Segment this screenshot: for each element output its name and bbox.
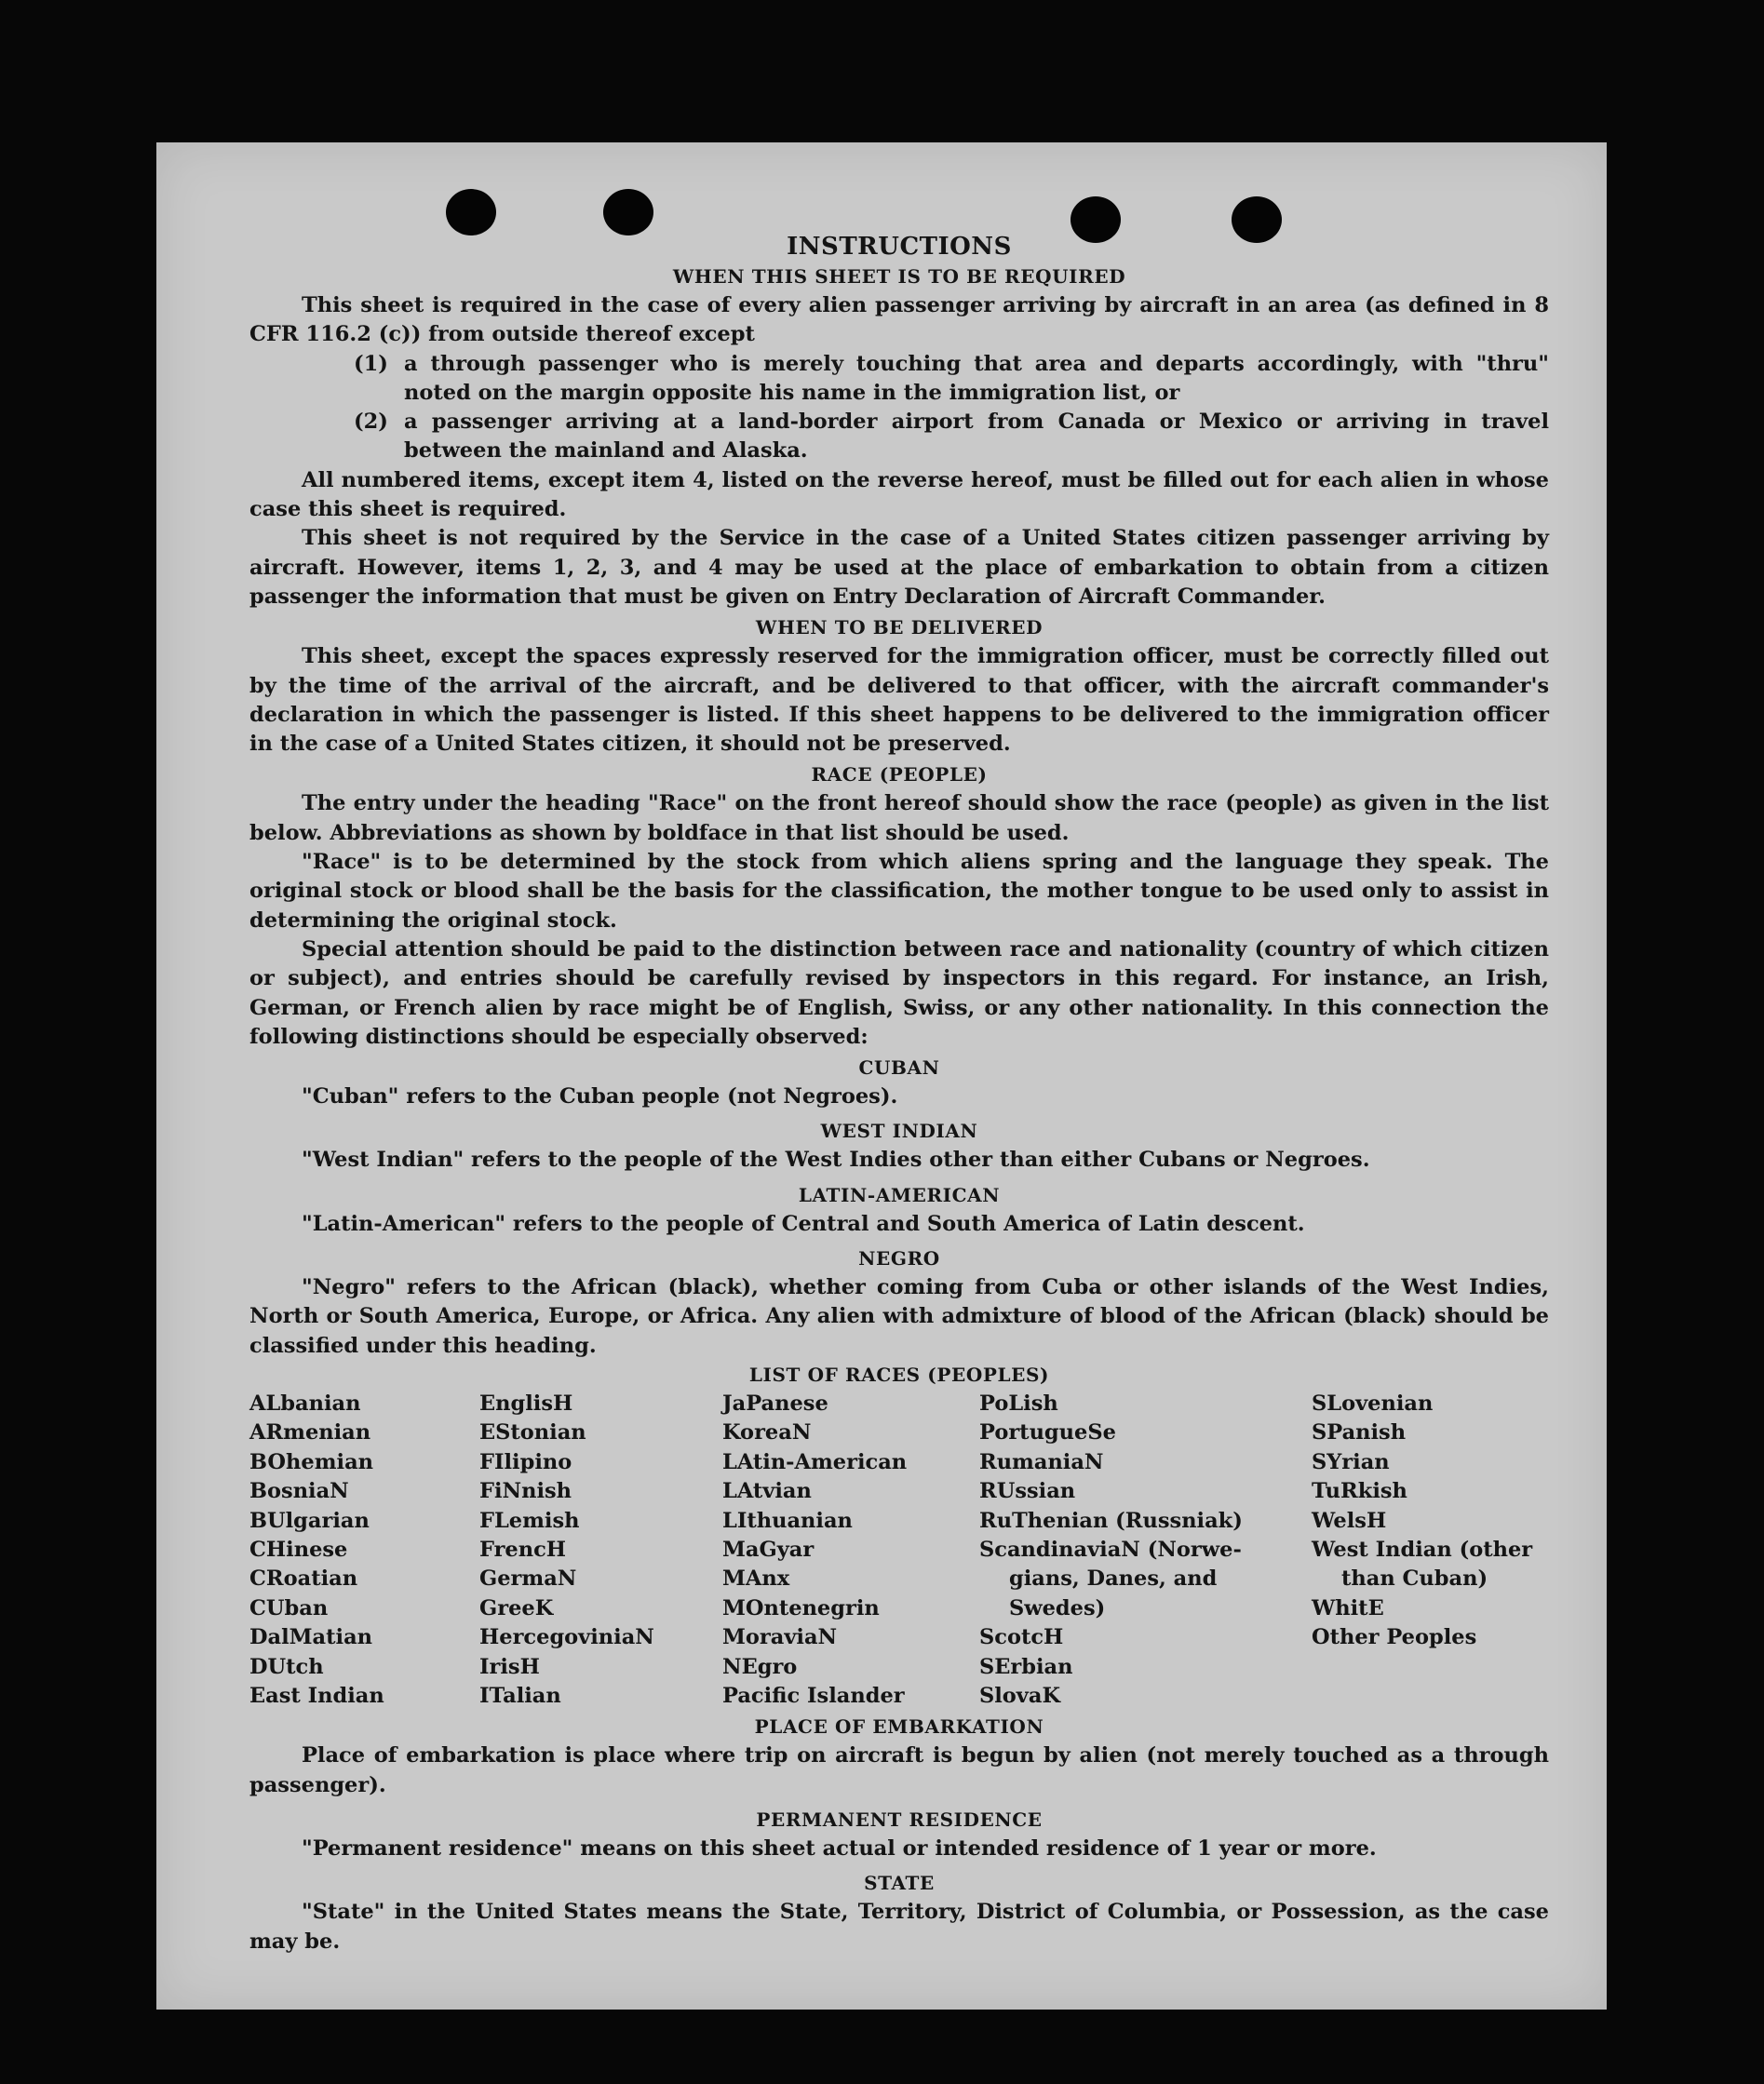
race-item: ARmenian [249,1420,371,1445]
race-item: NEgro [722,1654,798,1679]
race-column [249,1390,479,1711]
race-column [722,1390,979,1711]
race-item: MoraviaN [722,1625,838,1650]
paragraph: "State" in the United States means the State, Territory, District of Columbia, or Possession, as the case may be. [249,1900,1549,1954]
item-number: (1) [354,351,388,376]
race-item: West Indian (other [1312,1537,1533,1562]
paragraph: All numbered items, except item 4, listed on the reverse hereof, must be filled out for each alien in whose case this sheet is required. [249,467,1549,522]
race-item: BUlgarian [249,1508,370,1533]
race-item: EnglisH [479,1391,573,1416]
race-column [479,1390,722,1711]
race-item: WelsH [1312,1508,1387,1533]
race-item: Pacific Islander [722,1683,905,1708]
section-heading: WHEN THIS SHEET IS TO BE REQUIRED [672,265,1126,288]
race-item: BOhemian [249,1449,374,1474]
race-item: ScotcH [979,1625,1064,1650]
list-item [249,350,1549,409]
race-item: FiNnish [479,1479,572,1504]
race-column [979,1390,1312,1711]
item-number: (2) [354,410,388,435]
race-item: LIthuanian [722,1508,853,1533]
race-item: DUtch [249,1654,324,1679]
race-item: PoLish [979,1391,1058,1416]
race-list [249,1390,1549,1711]
race-item: SErbian [979,1654,1073,1679]
race-item: RUssian [979,1479,1076,1504]
section-heading: CUBAN [858,1056,940,1080]
race-item: MOntenegrin [722,1595,880,1620]
race-item: TuRkish [1312,1479,1407,1504]
race-item: LAtin-American [722,1449,908,1474]
paragraph: The entry under the heading "Race" on the front hereof should show the race (people) as given in the list below. Abbreviations as shown by boldface in that list should be used. [249,791,1549,845]
paragraph: This sheet is not required by the Service in the case of a United States citizen passenger arriving by aircraft. However, items 1, 2, 3, and 4 may be used at the place of embarkation to obtain from a citizen passenger the information that must be given on Entry Declaration of Aircraft Commander. [249,526,1549,609]
punch-hole [446,189,496,235]
paragraph: "Negro" refers to the African (black), whether coming from Cuba or other islands of the West Indies, North or South America, Europe, or Africa. Any alien with admixture of blood of the African (black) should be classified under this heading. [249,1275,1549,1358]
instructions-text [249,231,1549,1956]
section-heading: NEGRO [858,1247,940,1271]
race-item: Swedes) [1009,1595,1106,1620]
race-item: WhitE [1312,1595,1384,1620]
race-column [1312,1390,1549,1711]
section-heading: LIST OF RACES (PEOPLES) [748,1363,1050,1386]
race-item: ALbanian [249,1391,361,1416]
punch-hole [603,189,653,235]
paragraph: "Permanent residence" means on this sheet actual or intended residence of 1 year or more. [302,1835,1377,1861]
race-item: SlovaK [979,1683,1061,1708]
item-text: a through passenger who is merely touching that area and departs accordingly, with "thru" noted on the margin opposite his name in the immigration list, or [404,351,1549,405]
item-text: a passenger arriving at a land-border airport from Canada or Mexico or arriving in travel between the mainland and Alaska. [404,410,1549,464]
paragraph: "Latin-American" refers to the people of Central and South America of Latin descent. [302,1211,1305,1236]
paragraph: This sheet, except the spaces expressly reserved for the immigration officer, must be correctly filled out by the time of the arrival of the aircraft, and be delivered to that officer, with the aircraft commander's declaration in which the passenger is listed. If this sheet happens to be delivered to the immigration officer in the case of a United States citizen, it should not be preserved. [249,644,1549,757]
paragraph: "West Indian" refers to the people of the West Indies other than either Cubans or Negroes. [302,1148,1370,1173]
section-heading: WHEN TO BE DELIVERED [755,616,1044,639]
section-heading: LATIN-AMERICAN [798,1183,1001,1206]
section-heading: RACE (PEOPLE) [811,763,988,787]
race-item: than Cuban) [1341,1566,1488,1592]
race-item: MAnx [722,1566,790,1592]
race-item: IrisH [479,1654,540,1679]
section-heading: PERMANENT RESIDENCE [756,1808,1043,1831]
race-item: CHinese [249,1537,348,1562]
race-item: gians, Danes, and [1009,1566,1218,1592]
race-item: DalMatian [249,1625,373,1650]
race-item: ITalian [479,1683,561,1708]
race-item: RuThenian (Russniak) [979,1508,1243,1533]
page-title: INSTRUCTIONS [787,233,1012,261]
race-item: BosniaN [249,1479,349,1504]
race-item: SLovenian [1312,1391,1434,1416]
race-item: CRoatian [249,1566,358,1592]
race-item: JaPanese [722,1391,828,1416]
race-item: PortugueSe [979,1420,1116,1445]
race-item: MaGyar [722,1537,815,1562]
section-heading: STATE [864,1872,935,1895]
race-item: HercegoviniaN [479,1625,654,1650]
paragraph: This sheet is required in the case of every alien passenger arriving by aircraft in an area (as defined in 8 CFR 116.2 (c)) from outside thereof except [249,293,1549,347]
race-item: FrencH [479,1537,567,1562]
paragraph: "Cuban" refers to the Cuban people (not Negroes). [302,1084,898,1109]
race-item: GermaN [479,1566,577,1592]
race-item: FLemish [479,1508,580,1533]
race-item: RumaniaN [979,1449,1104,1474]
list-item [249,408,1549,466]
paragraph: Special attention should be paid to the distinction between race and nationality (country of which citizen or subject), and entries should be carefully revised by inspectors in this regard. For instance, an Irish, German, or French alien by race might be of English, Swiss, or any other nationality. In this connection the following distinctions should be especially observed: [249,936,1549,1049]
race-item: SYrian [1312,1449,1390,1474]
race-item: East Indian [249,1683,384,1708]
race-item: KoreaN [722,1420,812,1445]
race-item: ScandinaviaN (Norwe- [979,1537,1242,1562]
race-item: SPanish [1312,1420,1407,1445]
document-page [156,142,1607,2010]
paragraph: "Race" is to be determined by the stock from which aliens spring and the language they speak. The original stock or blood shall be the basis for the classification, the mother tongue to be used only to assist in determining the original stock. [249,850,1549,933]
section-heading: PLACE OF EMBARKATION [754,1715,1044,1739]
section-heading: WEST INDIAN [820,1120,978,1143]
race-item: CUban [249,1595,329,1620]
race-item: FIlipino [479,1449,572,1474]
race-item: Other Peoples [1312,1625,1477,1650]
race-item: GreeK [479,1595,554,1620]
race-item: EStonian [479,1420,586,1445]
paragraph: Place of embarkation is place where trip on aircraft is begun by alien (not merely touched as a through passenger). [249,1743,1549,1797]
race-item: LAtvian [722,1479,812,1504]
